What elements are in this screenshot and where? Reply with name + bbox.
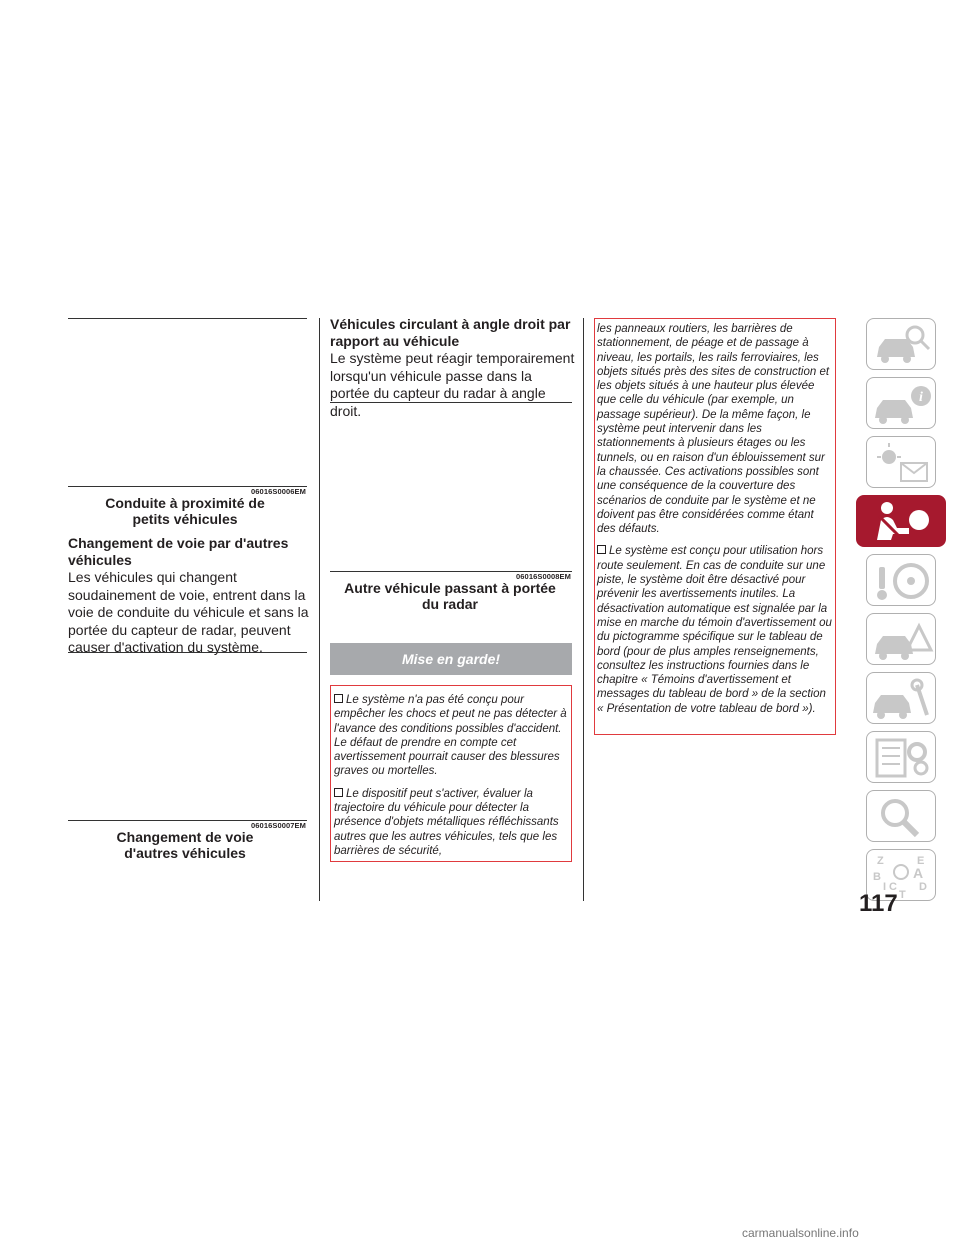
warning-item-1: Le système n'a pas été conçu pour empêcher les chocs et peut ne pas détecter à l'avance des conditions possibles d'accident. Le défaut de prendre en compte cet avertissement pourrait causer des blessures graves ou mortelles. xyxy=(334,694,567,778)
page-number: 117 xyxy=(859,890,898,917)
warning-text-col2 xyxy=(334,693,570,866)
index-letter: C xyxy=(889,881,897,893)
checkbox-bullet-icon xyxy=(334,788,343,797)
warning-text-col3 xyxy=(597,322,833,724)
tab-warning-lights[interactable] xyxy=(866,436,936,488)
svg-text:i: i xyxy=(919,390,923,405)
figure3-code: 06016S0008EM xyxy=(516,572,571,581)
index-letter: D xyxy=(919,881,927,893)
index-letter: T xyxy=(899,889,906,901)
tab-car-info[interactable] xyxy=(866,377,936,429)
tab-search[interactable] xyxy=(866,790,936,842)
warning-lights-message-icon xyxy=(867,437,937,489)
figure2-code: 06016S0007EM xyxy=(251,821,306,830)
index-letter: A xyxy=(913,865,924,881)
checkbox-bullet-icon xyxy=(334,694,343,703)
warning-title: Mise en garde! xyxy=(330,643,572,675)
column-divider-1 xyxy=(319,318,320,901)
footer-watermark: carmanualsonline.info xyxy=(742,1226,859,1240)
tab-starting-driving[interactable] xyxy=(866,554,936,606)
figure2-caption: Changement de voie d'autres véhicules xyxy=(116,829,254,861)
car-info-icon xyxy=(867,378,937,430)
tab-specifications[interactable] xyxy=(866,731,936,783)
car-magnifier-icon xyxy=(867,319,937,371)
warning-item-3: Le système est conçu pour utilisation hors route seulement. En cas de conduite sur une piste, le système doit être désactivé pour prévenir les avertissements inutiles. La désactivation automatique est signalée par la mise en marche du témoin d'avertissement ou du pictogramme spécifique sur le tableau de bord (pour de plus amples renseignements, consultez les instructions fournies dans le chapitre « Témoins d'avertissement et messages du tableau de bord » de la section « Présentation de votre tableau de bord »). xyxy=(597,545,832,715)
car-wrench-icon xyxy=(867,673,937,725)
figure1-bottom-rule xyxy=(68,486,307,487)
figure2-top-rule xyxy=(68,652,307,653)
tab-maintenance[interactable] xyxy=(866,672,936,724)
index-letter: E xyxy=(917,855,925,867)
figure3-top-rule xyxy=(330,402,572,403)
section-body-crossing: Le système peut réagir temporairement lorsqu'un véhicule passe dans la portée du capteur du radar à angle droit. xyxy=(330,350,575,419)
figure3-caption: Autre véhicule passant à portée du radar xyxy=(344,580,556,612)
seatbelt-airbag-icon xyxy=(857,496,947,548)
index-letter: I xyxy=(883,881,887,893)
specifications-gear-icon xyxy=(867,732,937,784)
tab-emergency[interactable] xyxy=(866,613,936,665)
section-body-lane-change: Les véhicules qui changent soudainement de voie, entrent dans la voie de conduite du véhicule et sans la portée du capteur de radar, peuvent causer d'activation du système. xyxy=(68,569,309,655)
warning-continued: les panneaux routiers, les barrières de stationnement, de péage et de passage à niveau, les portails, les rails ferroviaires, les objets situés près des sites de construction et les objets situés à une hauteur plus élevée que celle du véhicule (par exemple, un passage supérieur). De la même façon, le système peut intervenir dans les stationnements à plusieurs étages ou les tunnels, ou en raison d'un éblouissement sur la chaussée. Ces activations possibles sont une conséquence de la couverture des scénarios de conduite par le système et ne doivent pas être considérées comme étant des défauts. xyxy=(597,323,830,536)
key-steering-wheel-icon xyxy=(867,555,937,607)
figure1-code: 06016S0006EM xyxy=(251,487,306,496)
checkbox-bullet-icon xyxy=(597,545,606,554)
section-heading-crossing: Véhicules circulant à angle droit par rapport au véhicule xyxy=(330,316,571,349)
warning-item-2: Le dispositif peut s'activer, évaluer la trajectoire du véhicule pour détecter la présence d'objets métalliques réfléchissants autres que les autres véhicules, tels que les barrières de sécurité, xyxy=(334,787,559,857)
column-divider-2 xyxy=(583,318,584,901)
section-heading-lane-change: Changement de voie par d'autres véhicules xyxy=(68,535,289,568)
figure1-top-rule xyxy=(68,318,307,319)
search-magnifier-icon xyxy=(867,791,937,843)
index-letter: B xyxy=(873,871,881,883)
figure1-caption: Conduite à proximité de petits véhicules xyxy=(105,495,265,527)
tab-safety[interactable] xyxy=(856,495,946,547)
car-breakdown-warning-icon xyxy=(867,614,937,666)
index-letter: Z xyxy=(877,855,884,867)
tab-car-magnifier[interactable] xyxy=(866,318,936,370)
